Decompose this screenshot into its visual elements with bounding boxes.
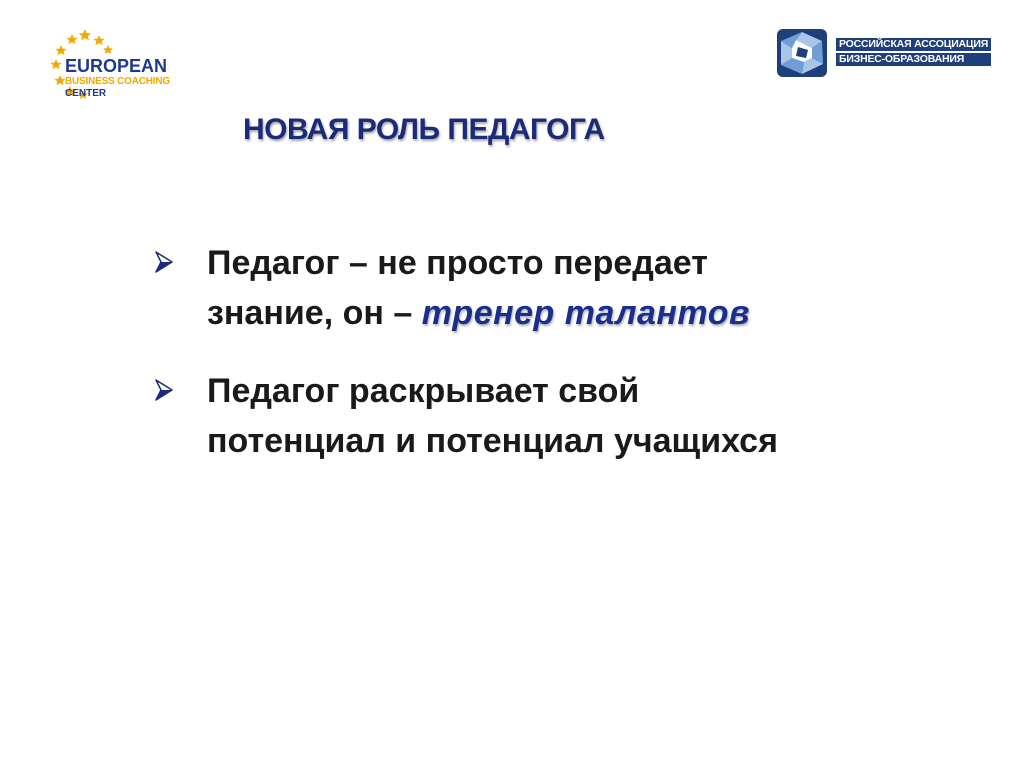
bullet-item-2	[155, 366, 915, 466]
ebcc-wordmark	[65, 57, 170, 99]
bullet-list	[155, 238, 915, 494]
rabo-wordmark	[836, 38, 991, 66]
ebcc-line3: CENTER	[65, 88, 107, 99]
bullet-1-emphasis: тренер талантов	[421, 294, 751, 332]
bullet-1-line2-prefix: знание, он –	[207, 294, 422, 332]
arrow-bullet-icon	[155, 251, 173, 273]
ebcc-line1: EUROPEAN	[65, 56, 168, 76]
rabo-line1: РОССИЙСКАЯ АССОЦИАЦИЯ	[836, 38, 991, 51]
aperture-emblem-icon	[776, 28, 828, 78]
ebcc-logo	[48, 26, 218, 106]
slide-title: НОВАЯ РОЛЬ ПЕДАГОГА	[243, 113, 605, 146]
arrow-bullet-icon	[155, 379, 173, 401]
rabo-line2: БИЗНЕС-ОБРАЗОВАНИЯ	[836, 53, 991, 66]
bullet-2-line2: потенциал и потенциал учащихся	[207, 422, 778, 460]
bullet-item-1	[155, 238, 915, 338]
rabo-logo	[776, 28, 989, 78]
bullet-2-line1: Педагог раскрывает свой	[207, 372, 640, 410]
bullet-1-line1: Педагог – не просто передает	[207, 244, 708, 282]
ebcc-line2: BUSINESS COACHING	[65, 76, 170, 87]
